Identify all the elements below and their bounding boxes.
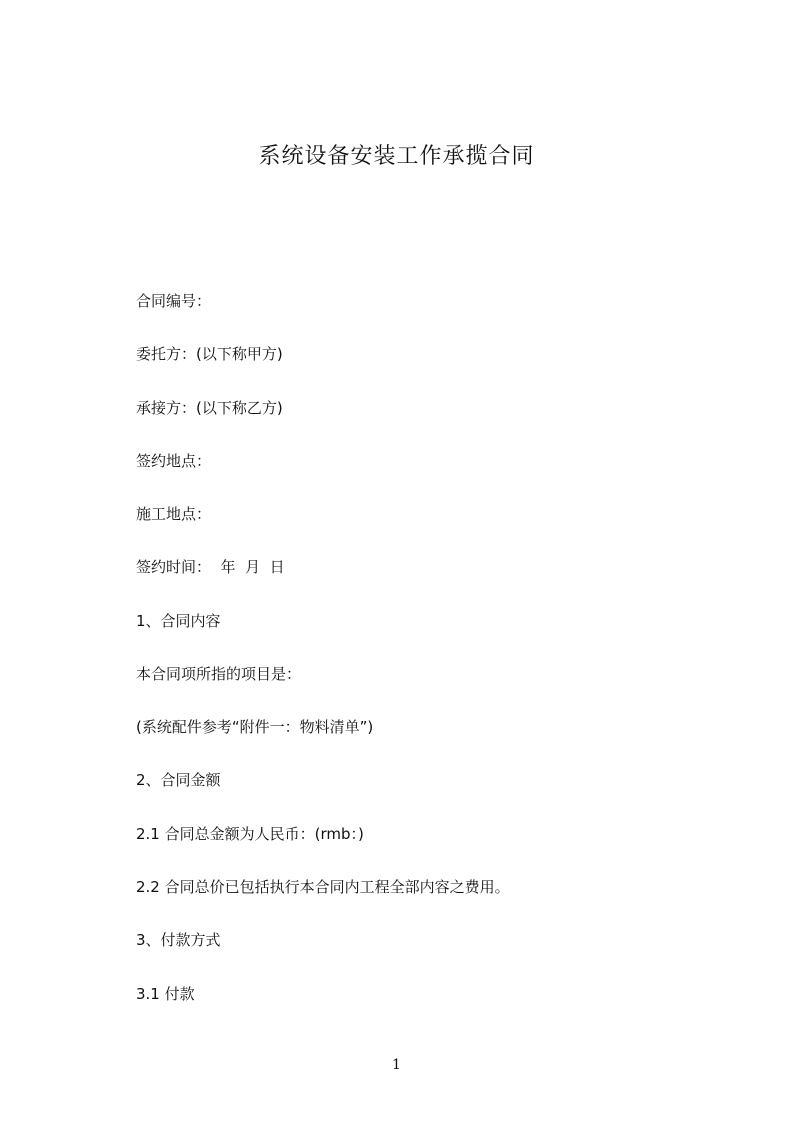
contract-number-line: 合同编号：	[136, 292, 212, 310]
document-title: 系统设备安装工作承揽合同	[258, 144, 535, 169]
construction-location-line: 施工地点：	[136, 505, 212, 523]
section-1-heading: 1、合同内容	[136, 612, 221, 630]
client-party-line: 委托方：(以下称甲方)	[136, 345, 283, 363]
section-3-heading: 3、付款方式	[136, 931, 221, 949]
clause-2-2-line: 2.2 合同总价已包括执行本合同内工程全部内容之费用。	[136, 878, 510, 896]
signing-location-line: 签约地点：	[136, 452, 212, 470]
project-description-line: 本合同项所指的项目是：	[136, 665, 302, 683]
clause-3-1-line: 3.1 付款	[136, 985, 195, 1003]
clause-2-1-line: 2.1 合同总金额为人民币：(rmb：)	[136, 825, 364, 843]
signing-date-line: 签约时间： 年 月 日	[136, 558, 285, 576]
attachment-reference-line: (系统配件参考“附件一：物料清单”)	[136, 718, 374, 736]
contractor-party-line: 承接方：(以下称乙方)	[136, 399, 283, 417]
section-2-heading: 2、合同金额	[136, 771, 221, 789]
page-number: 1	[392, 1057, 401, 1073]
